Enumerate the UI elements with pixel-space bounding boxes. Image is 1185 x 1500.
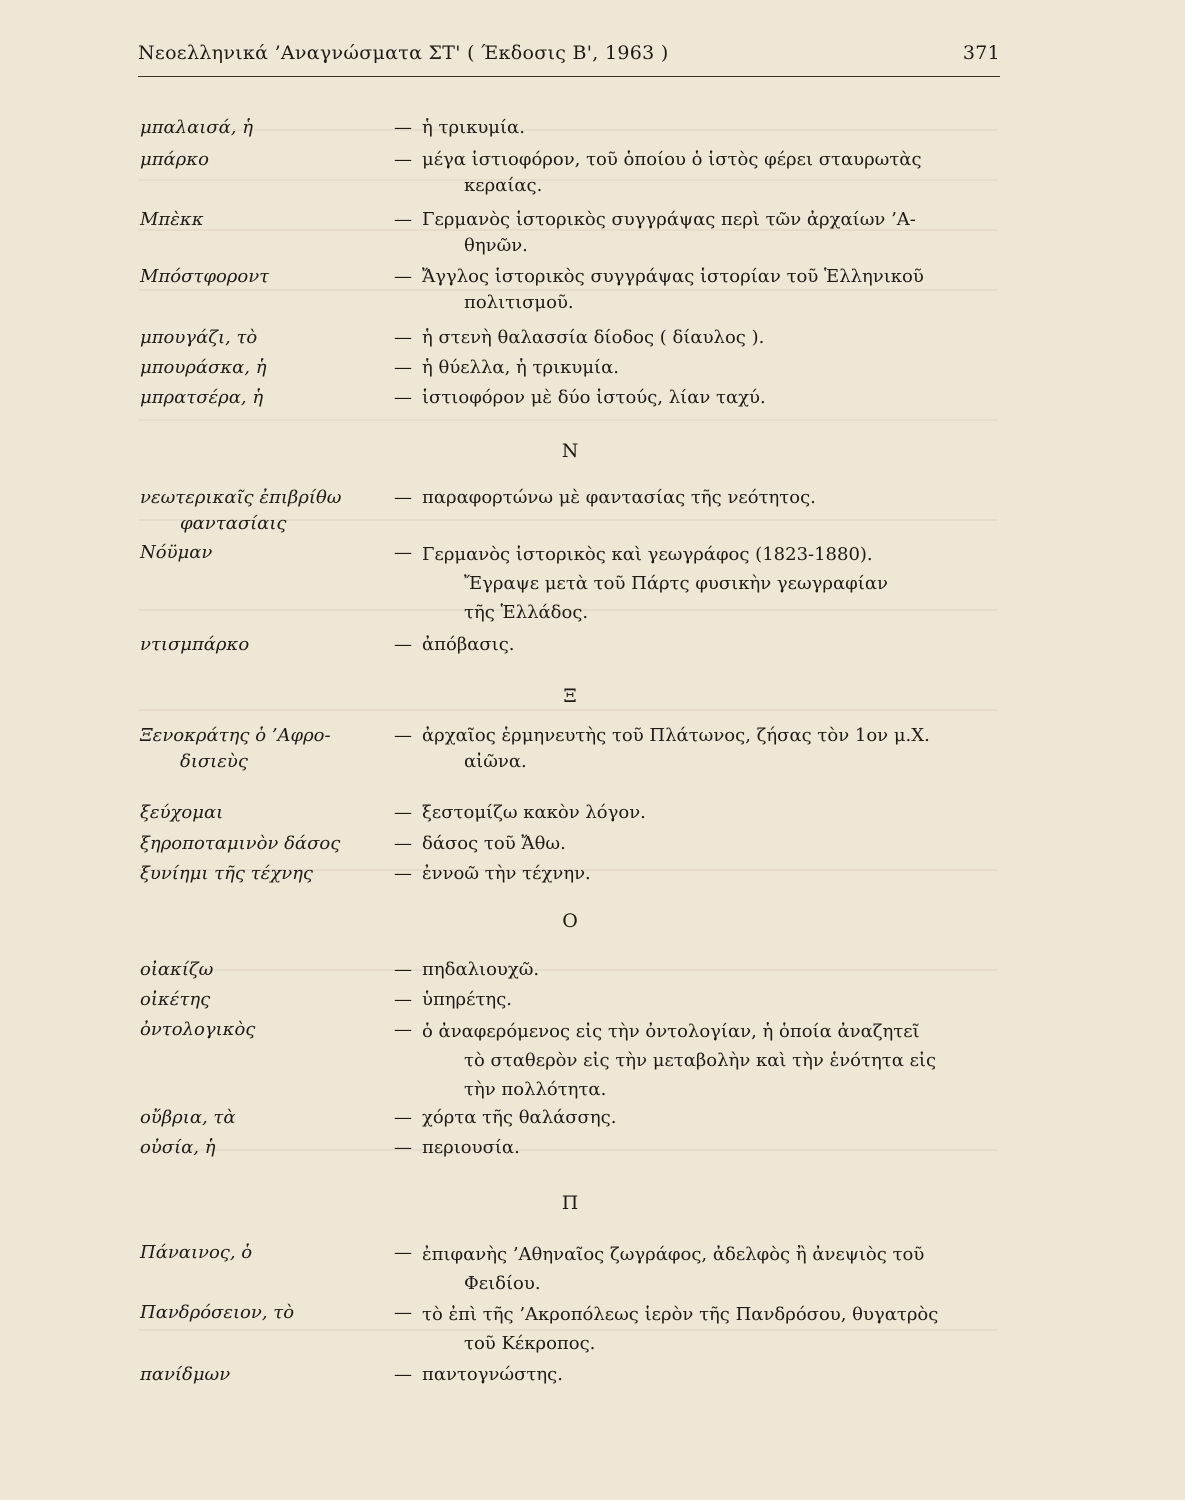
- definition-line: τοῦ Κέκροπος.: [464, 1333, 596, 1354]
- definition-line: δάσος τοῦ Ἄθω.: [422, 833, 566, 854]
- entry-dash: —: [394, 542, 412, 563]
- entry-term: Πάναινος, ὁ: [140, 1242, 253, 1263]
- entry-term: [140, 485, 380, 537]
- entry-dash: —: [394, 327, 412, 348]
- entry-term: Πανδρόσειον, τὸ: [140, 1302, 295, 1323]
- definition-line: ἐπιφανὴς ’Αθηναῖος ζωγράφος, ἀδελφὸς ἢ ἀνεψιὸς τοῦ: [422, 1244, 925, 1265]
- entry-definition: [422, 1135, 1002, 1161]
- entry-dash: —: [394, 959, 412, 980]
- entry-definition: [422, 632, 1002, 658]
- entry-term: οὔβρια, τὰ: [140, 1107, 236, 1128]
- entry-term: ξεύχομαι: [140, 802, 224, 823]
- definition-line: αἰῶνα.: [464, 751, 527, 772]
- entry-definition: [422, 1362, 1002, 1388]
- glossary-entry: [140, 1362, 1010, 1422]
- entry-dash: —: [394, 117, 412, 138]
- entry-term: μπουράσκα, ἡ: [140, 357, 267, 378]
- glossary-entry: [140, 540, 1010, 630]
- entry-dash: —: [394, 863, 412, 884]
- definition-line: Φειδίου.: [464, 1273, 541, 1294]
- section-letter: Π: [561, 1192, 579, 1214]
- entry-dash: —: [394, 802, 412, 823]
- entry-term: οὐσία, ἡ: [140, 1137, 216, 1158]
- entry-definition: [422, 987, 1002, 1013]
- definition-line: περιουσία.: [422, 1137, 520, 1158]
- entry-dash: —: [394, 209, 412, 230]
- entry-term: ὀντολογικὸς: [140, 1019, 256, 1040]
- definition-line: τὸ ἐπὶ τῆς ’Ακροπόλεως ἱερὸν τῆς Πανδρόσου, θυγατρὸς: [422, 1304, 939, 1325]
- entry-definition: [422, 1300, 1002, 1358]
- definition-line: ὑπηρέτης.: [422, 989, 513, 1010]
- definition-line: χόρτα τῆς θαλάσσης.: [422, 1107, 617, 1128]
- entry-definition: [422, 723, 1002, 775]
- definition-line: πηδαλιουχῶ.: [422, 959, 540, 980]
- definition-line: ἀρχαῖος ἑρμηνευτὴς τοῦ Πλάτωνος, ζήσας τὸν 1ον μ.Χ.: [422, 725, 930, 746]
- definition-line: Γερμανὸς ἱστορικὸς συγγράψας περὶ τῶν ἀρχαίων ’Α-: [422, 209, 916, 230]
- entry-dash: —: [394, 357, 412, 378]
- entry-dash: —: [394, 989, 412, 1010]
- entry-dash: —: [394, 1364, 412, 1385]
- entry-dash: —: [394, 634, 412, 655]
- entry-dash: —: [394, 1019, 412, 1040]
- glossary-entry: [140, 1135, 1010, 1195]
- entry-dash: —: [394, 1302, 412, 1323]
- definition-line: τὸ σταθερὸν εἰς τὴν μεταβολὴν καὶ τὴν ἑνότητα εἰς: [464, 1050, 937, 1071]
- entry-term: μπαλαισά, ἡ: [140, 117, 253, 138]
- definition-line: μέγα ἱστιοφόρον, τοῦ ὁποίου ὁ ἱστὸς φέρει σταυρωτὰς: [422, 149, 922, 170]
- definition-line: κεραίας.: [464, 175, 543, 196]
- definition-line: παντογνώστης.: [422, 1364, 563, 1385]
- glossary-entry: [140, 723, 1010, 783]
- entry-definition: [422, 115, 1002, 141]
- entry-definition: [422, 1240, 1002, 1298]
- term-line: νεωτερικαῖς ἐπιβρίθω: [140, 487, 342, 508]
- glossary-entry: [140, 147, 1010, 207]
- entry-dash: —: [394, 1242, 412, 1263]
- glossary-entry: [140, 264, 1010, 324]
- entry-term: Νόϋμαν: [140, 542, 213, 563]
- definition-line: ἡ τρικυμία.: [422, 117, 525, 138]
- entry-definition: [422, 325, 1002, 351]
- section-letter: Ν: [561, 440, 579, 462]
- entry-dash: —: [394, 266, 412, 287]
- entry-definition: [422, 1105, 1002, 1131]
- definition-line: πολιτισμοῦ.: [464, 292, 574, 313]
- entry-definition: [422, 861, 1002, 887]
- book-title: Νεοελληνικά ’Αναγνώσματα ΣΤ' ( Έκδοσις Β', 1963 ): [138, 42, 669, 64]
- definition-line: ἐννοῶ τὴν τέχνην.: [422, 863, 591, 884]
- entry-dash: —: [394, 487, 412, 508]
- definition-line: παραφορτώνω μὲ φαντασίας τῆς νεότητος.: [422, 487, 816, 508]
- entry-definition: [422, 385, 1002, 411]
- glossary-entry: [140, 485, 1010, 545]
- glossary-entry: [140, 1240, 1010, 1300]
- entry-definition: [422, 485, 1002, 511]
- entry-term: [140, 723, 380, 775]
- entry-term: οἰακίζω: [140, 959, 214, 980]
- entry-term: Μπόστφοροντ: [140, 266, 270, 287]
- entry-definition: [422, 264, 1002, 316]
- entry-term: μπουγάζι, τὸ: [140, 327, 258, 348]
- definition-line: ἱστιοφόρον μὲ δύο ἱστούς, λίαν ταχύ.: [422, 387, 766, 408]
- section-letter: Ο: [562, 910, 578, 932]
- entry-term: ξυνίημι τῆς τέχνης: [140, 863, 313, 884]
- entry-term: ντισμπάρκο: [140, 634, 250, 655]
- definition-line: ἡ στενὴ θαλασσία δίοδος ( δίαυλος ).: [422, 327, 765, 348]
- glossary-entry: [140, 1017, 1010, 1107]
- entry-term: μπάρκο: [140, 149, 209, 170]
- definition-line: Ἔγραψε μετὰ τοῦ Πάρτς φυσικὴν γεωγραφίαν: [464, 573, 888, 594]
- entry-term: μπρατσέρα, ἡ: [140, 387, 264, 408]
- definition-line: Γερμανὸς ἱστορικὸς καὶ γεωγράφος (1823-1880).: [422, 544, 873, 565]
- glossary-entry: [140, 1300, 1010, 1360]
- section-letter: Ξ: [563, 685, 577, 707]
- definition-line: τῆς Ἑλλάδος.: [464, 602, 589, 623]
- term-line: φαντασίαις: [180, 513, 287, 534]
- definition-line: ἡ θύελλα, ἡ τρικυμία.: [422, 357, 619, 378]
- entry-dash: —: [394, 1137, 412, 1158]
- entry-definition: [422, 1017, 1002, 1104]
- entry-dash: —: [394, 387, 412, 408]
- definition-line: ὁ ἀναφερόμενος εἰς τὴν ὀντολογίαν, ἡ ὁποία ἀναζητεῖ: [422, 1021, 920, 1042]
- entry-term: ξηροποταμινὸν δάσος: [140, 833, 341, 854]
- entry-term: Μπὲκκ: [140, 209, 204, 230]
- term-line: δισιεὺς: [180, 751, 248, 772]
- definition-line: ἀπόβασις.: [422, 634, 515, 655]
- page-number: 371: [962, 42, 1000, 64]
- glossary-entry: [140, 385, 1010, 445]
- entry-definition: [422, 147, 1002, 199]
- entry-dash: —: [394, 725, 412, 746]
- entry-definition: [422, 957, 1002, 983]
- entry-definition: [422, 207, 1002, 259]
- glossary-entry: [140, 632, 1010, 692]
- entry-dash: —: [394, 833, 412, 854]
- glossary-entry: [140, 207, 1010, 267]
- entry-definition: [422, 800, 1002, 826]
- entry-dash: —: [394, 149, 412, 170]
- definition-line: θηνῶν.: [464, 235, 528, 256]
- entry-dash: —: [394, 1107, 412, 1128]
- entry-definition: [422, 831, 1002, 857]
- entry-term: πανίδμων: [140, 1364, 231, 1385]
- entry-definition: [422, 540, 1002, 627]
- definition-line: ξεστομίζω κακὸν λόγον.: [422, 802, 646, 823]
- entry-definition: [422, 355, 1002, 381]
- definition-line: Ἄγγλος ἱστορικὸς συγγράψας ἱστορίαν τοῦ Ἑλληνικοῦ: [422, 266, 924, 287]
- entry-term: οἰκέτης: [140, 989, 211, 1010]
- term-line: Ξενοκράτης ὁ ’Αφρο-: [140, 725, 331, 746]
- definition-line: τὴν πολλότητα.: [464, 1079, 607, 1100]
